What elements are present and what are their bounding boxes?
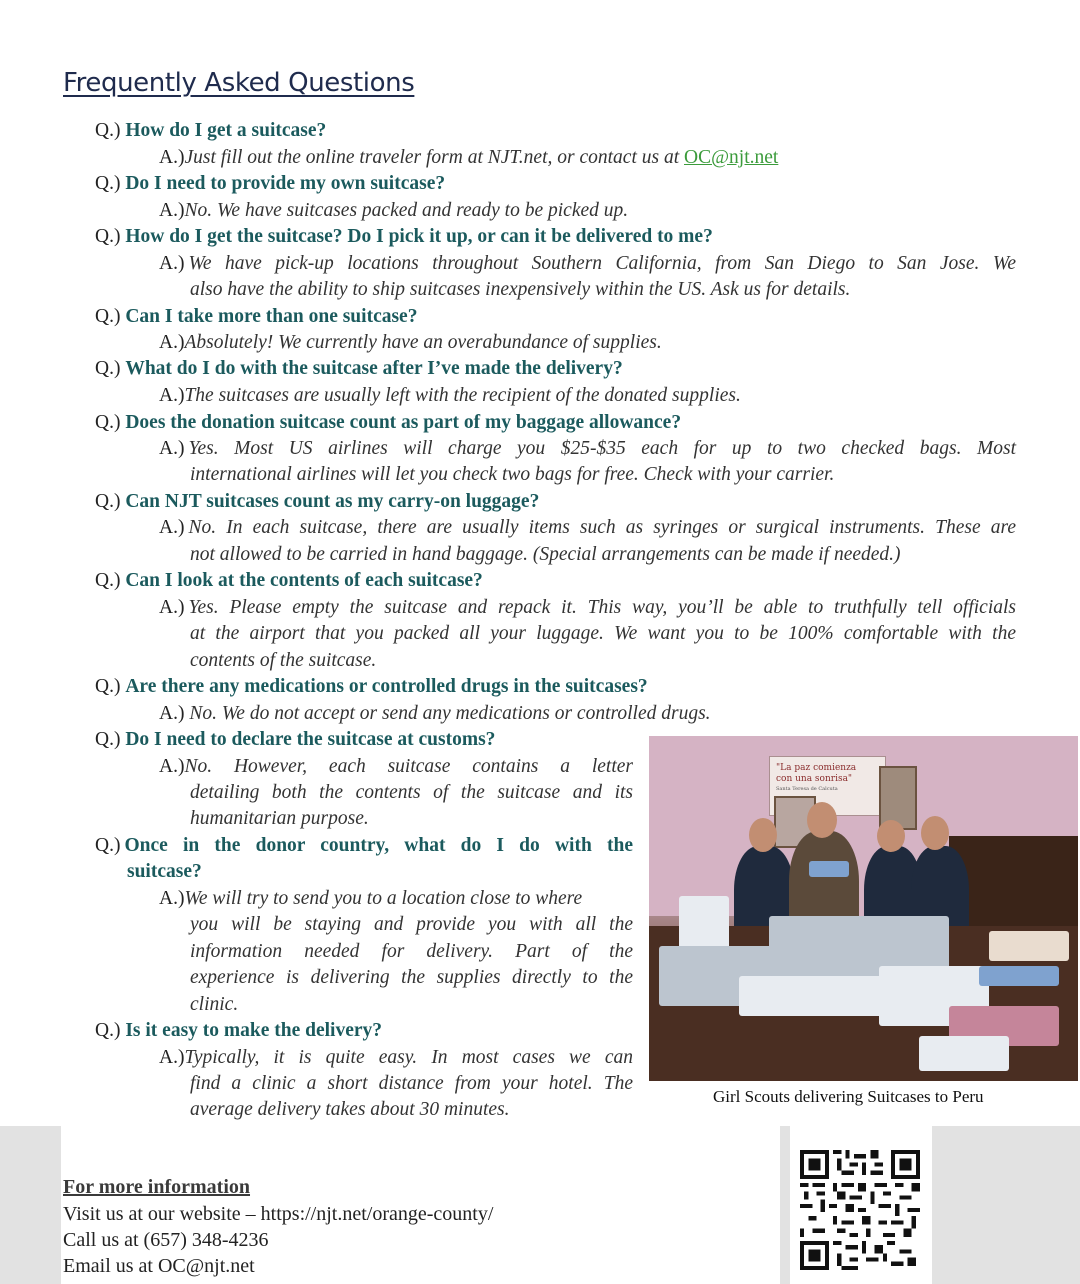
email-link[interactable]: OC@njt.net: [684, 147, 779, 168]
faq-answer: [159, 886, 582, 912]
girl-scouts-photo: [649, 736, 1078, 1081]
faq-question: [95, 304, 417, 330]
sign-text-line: Santa Teresa de Calcuta: [776, 786, 838, 792]
faq-question: [95, 1018, 382, 1044]
person-head: [807, 802, 837, 838]
answer-prefix: A.): [159, 200, 185, 221]
photo-caption: Girl Scouts delivering Suitcases to Peru: [713, 1087, 984, 1106]
answer-text: Just fill out the online traveler form at NJT.net, or contact us at: [184, 147, 684, 168]
question-text: What do I do with the suitcase after I’ve made the delivery?: [125, 358, 623, 379]
question-text: Do I need to declare the suitcase at customs?: [125, 729, 496, 750]
answer-continuation: clinic.: [190, 994, 239, 1015]
answer-text: The suitcases are usually left with the recipient of the donated supplies.: [184, 385, 741, 406]
question-prefix: Q.): [95, 173, 121, 194]
answer-prefix: A.): [159, 1047, 185, 1068]
page-title: Frequently Asked Questions: [63, 68, 415, 98]
question-text: Can I look at the contents of each suitcase?: [125, 570, 483, 591]
question-text: Do I need to provide my own suitcase?: [125, 173, 446, 194]
faq-question: [95, 224, 713, 250]
answer-text: No. However, each suitcase contains a letter: [184, 756, 633, 777]
question-text: Once in the donor country, what do I do with the: [124, 835, 633, 856]
answer-continuation: humanitarian purpose.: [190, 808, 369, 829]
answer-text: No. We do not accept or send any medications or controlled drugs.: [184, 703, 711, 724]
question-text: Can NJT suitcases count as my carry-on luggage?: [125, 491, 540, 512]
answer-continuation: detailing both the contents of the suitcase and its: [190, 782, 633, 803]
answer-text: No. In each suitcase, there are usually items such as syringes or surgical instruments. These are: [188, 517, 1016, 538]
supply-pile: [919, 1036, 1009, 1071]
question-prefix: Q.): [95, 1020, 121, 1041]
supply-pile: [739, 976, 899, 1016]
answer-continuation: average delivery takes about 30 minutes.: [190, 1099, 510, 1120]
answer-continuation: you will be staying and provide you with all the: [190, 914, 633, 935]
faq-answer: [159, 198, 628, 224]
faq-answer: [159, 1045, 633, 1071]
question-prefix: Q.): [95, 570, 121, 591]
supply-pile: [979, 966, 1059, 986]
answer-text: No. We have suitcases packed and ready to be picked up.: [184, 200, 629, 221]
sign-text-line: "La paz comienza: [776, 763, 857, 773]
answer-prefix: A.): [159, 253, 185, 274]
question-prefix: Q.): [95, 226, 121, 247]
answer-continuation: also have the ability to ship suitcases inexpensively within the US. Ask us for details.: [190, 279, 851, 300]
question-text: How do I get a suitcase?: [125, 120, 327, 141]
faq-question: [95, 568, 483, 594]
question-prefix: Q.): [95, 491, 121, 512]
question-text: Is it easy to make the delivery?: [125, 1020, 383, 1041]
answer-text: Yes. Most US airlines will charge you $25-$35 each for up to two checked bags. Most: [188, 438, 1016, 459]
answer-prefix: A.): [159, 332, 185, 353]
person-head: [877, 820, 905, 852]
faq-answer: [159, 595, 1016, 621]
supply-package: [809, 861, 849, 877]
question-prefix: Q.): [95, 729, 121, 750]
answer-continuation: information needed for delivery. Part of the: [190, 941, 633, 962]
question-prefix: Q.): [95, 835, 121, 856]
question-prefix: Q.): [95, 306, 121, 327]
answer-prefix: A.): [159, 385, 185, 406]
answer-continuation: contents of the suitcase.: [190, 650, 377, 671]
answer-prefix: A.): [159, 888, 185, 909]
footer-phone[interactable]: Call us at (657) 348-4236: [63, 1229, 269, 1251]
answer-continuation: not allowed to be carried in hand baggage. (Special arrangements can be made if needed.): [190, 544, 901, 565]
question-text: Does the donation suitcase count as part of my baggage allowance?: [125, 412, 682, 433]
answer-text: We have pick-up locations throughout Southern California, from San Diego to San Jose. We: [188, 253, 1016, 274]
faq-answer: [159, 251, 1016, 277]
question-text: How do I get the suitcase? Do I pick it up, or can it be delivered to me?: [125, 226, 713, 247]
faq-answer: [159, 383, 741, 409]
answer-continuation: international airlines will let you check two bags for free. Check with your carrier.: [190, 464, 835, 485]
question-prefix: Q.): [95, 358, 121, 379]
question-text: suitcase?: [127, 861, 202, 882]
answer-prefix: A.): [159, 756, 185, 777]
person-head: [749, 818, 777, 852]
answer-prefix: A.): [159, 147, 185, 168]
sign-text-line: con una sonrisa": [776, 774, 853, 784]
supply-box: [989, 931, 1069, 961]
person-head: [921, 816, 949, 850]
faq-answer: [159, 145, 778, 171]
faq-question: [95, 171, 445, 197]
faq-question: [95, 356, 623, 382]
faq-answer: [159, 436, 1016, 462]
question-continuation: [127, 859, 202, 885]
answer-continuation: experience is delivering the supplies directly to the: [190, 967, 633, 988]
faq-question: [95, 727, 495, 753]
answer-text: Yes. Please empty the suitcase and repack it. This way, you’ll be able to truthfully tell officials: [188, 597, 1016, 618]
answer-text: Absolutely! We currently have an overabundance of supplies.: [184, 332, 662, 353]
answer-prefix: A.): [159, 438, 185, 459]
faq-answer: [159, 701, 711, 727]
question-text: Can I take more than one suitcase?: [125, 306, 418, 327]
question-prefix: Q.): [95, 676, 121, 697]
footer-heading: For more information: [63, 1176, 251, 1198]
faq-question: [95, 833, 633, 859]
footer-website[interactable]: Visit us at our website – https://njt.net/orange-county/: [63, 1203, 494, 1225]
faq-question: [95, 674, 648, 700]
answer-text: Typically, it is quite easy. In most cases we can: [184, 1047, 633, 1068]
qr-code-icon[interactable]: [800, 1150, 920, 1270]
answer-text: We will try to send you to a location close to where: [184, 888, 583, 909]
answer-continuation: find a clinic a short distance from your hotel. The: [190, 1073, 633, 1094]
answer-prefix: A.): [159, 517, 185, 538]
faq-question: [95, 118, 326, 144]
answer-prefix: A.): [159, 597, 185, 618]
faq-answer: [159, 515, 1016, 541]
question-prefix: Q.): [95, 412, 121, 433]
answer-continuation: at the airport that you packed all your luggage. We want you to be 100% comfortable with the: [190, 623, 1016, 644]
faq-answer: [159, 754, 633, 780]
footer-email[interactable]: Email us at OC@njt.net: [63, 1255, 255, 1277]
faq-question: [95, 489, 539, 515]
faq-answer: [159, 330, 662, 356]
faq-question: [95, 410, 681, 436]
question-text: Are there any medications or controlled drugs in the suitcases?: [125, 676, 648, 697]
answer-prefix: A.): [159, 703, 185, 724]
question-prefix: Q.): [95, 120, 121, 141]
